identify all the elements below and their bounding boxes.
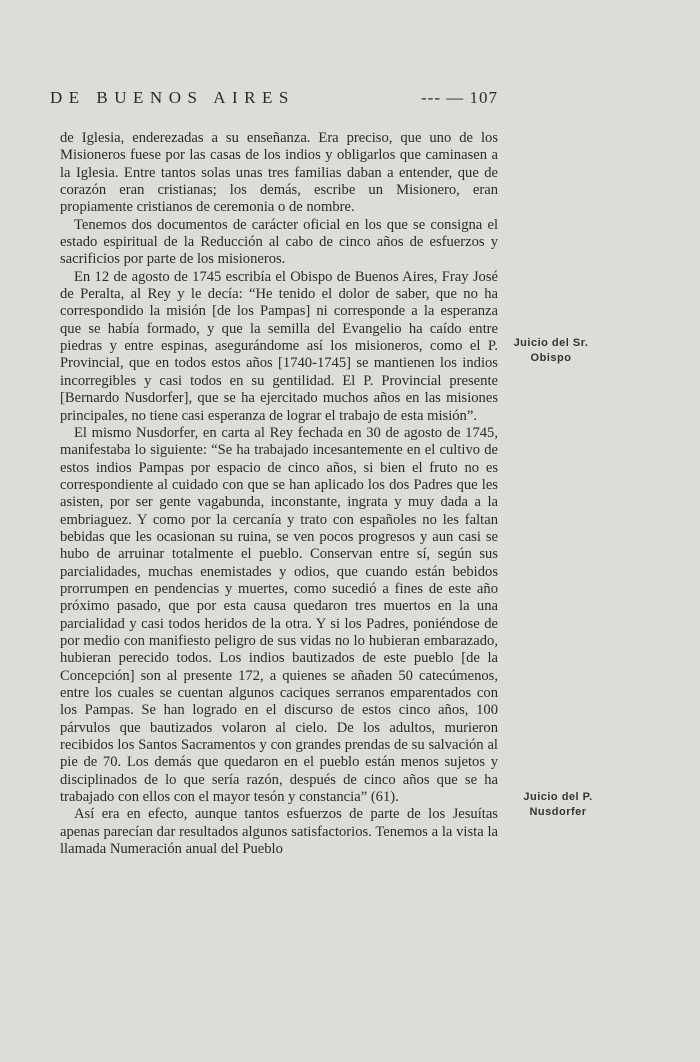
running-header: [50, 88, 498, 108]
header-separator: --- —: [421, 88, 465, 107]
body-text: [60, 130, 498, 858]
margin-note-nusdorfer: Juicio del P. Nusdorfer: [523, 791, 593, 818]
page-number-value: 107: [469, 88, 498, 107]
paragraph-5: Así era en efecto, aunque tantos esfuerzos de parte de los Jesuítas apenas parecían dar resultados algunos satisfactorios. Tenemos a la vista la llamada Numeración anual del Pueblo: [60, 806, 498, 858]
running-title: DE BUENOS AIRES: [50, 88, 295, 107]
paragraph-1: de Iglesia, enderezadas a su enseñanza. Era preciso, que uno de los Misioneros fuese por las casas de los indios y obligarlos que caminasen a la Iglesia. Entre tantos solas unas tres familias daban a entender, que de corazón eran cristianas; los demás, escribe un Misionero, eran propiamente cristianos de ceremonia o de nombre.: [60, 130, 498, 216]
paragraph-3: En 12 de agosto de 1745 escribía el Obispo de Buenos Aires, Fray José de Peralta, al Rey y le decía: “He tenido el dolor de saber, que no ha correspondido la misión [de los Pampas] ni corresponde a la esperanza que se había formado, y que la semilla del Evangelio ha caído entre piedras y entre espinas, asegurándome así los misioneros, como el P. Provincial, que en todos estos años [1740-1745] se mantienen los indios incorregibles y casi todos en su gentilidad. El P. Provincial presente [Bernardo Nusdorfer], que se ha ejercitado muchos años en las misiones principales, no tiene casi esperanza de lograr el trabajo de esta misión”.: [60, 268, 498, 424]
margin-note-obispo: Juicio del Sr. Obispo: [513, 337, 589, 364]
paragraph-4: El mismo Nusdorfer, en carta al Rey fechada en 30 de agosto de 1745, manifestaba lo siguiente: “Se ha trabajado incesantemente en el cultivo de estos indios Pampas por espacio de cinco años, si bien el fruto no es correspondiente al cuidado con que se han aplicado los dos Padres que les asisten, por ser gente vagabunda, inconstante, ingrata y muy dada a la embriaguez. Y como por la cercanía y trato con españoles no les faltan bebidas que les ocasionan su ruina, se ven pocos progresos y aun casi se hubo de arruinar totalmente el pueblo. Conservan entre sí, según sus parcialidades, muchas enemistades y odios, que cuando están bebidos prorrumpen en pendencias y muertes, como sucedió a fines de este año próximo pasado, que por esta causa quedaron tres muertos en la una parcialidad y casi todos heridos de la otra. Y si los Padres, poniéndose de por medio con manifiesto peligro de sus vidas no lo hubieran embarazado, hubieran perecido todos. Los indios bautizados de este pueblo [de la Concepción] son al presente 172, a quienes se añaden 50 catecúmenos, entre los cuales se cuentan algunos caciques serranos emparentados con los Pampas. Se han logrado en el discurso de estos cinco años, 100 párvulos que bautizados volaron al cielo. De los adultos, murieron recibidos los Santos Sacramentos y con grandes prendas de su salvación al pie de 70. Los demás que quedaron en el pueblo están menos sujetos y disciplinados de lo que sería razón, después de cinco años que se ha trabajado con ellos con el mayor tesón y constancia” (61).: [60, 424, 498, 806]
paragraph-2: Tenemos dos documentos de carácter oficial en los que se consigna el estado espiritual de la Reducción al cabo de cinco años de esfuerzos y sacrificios por parte de los misioneros.: [60, 216, 498, 268]
page-number: [421, 88, 498, 108]
